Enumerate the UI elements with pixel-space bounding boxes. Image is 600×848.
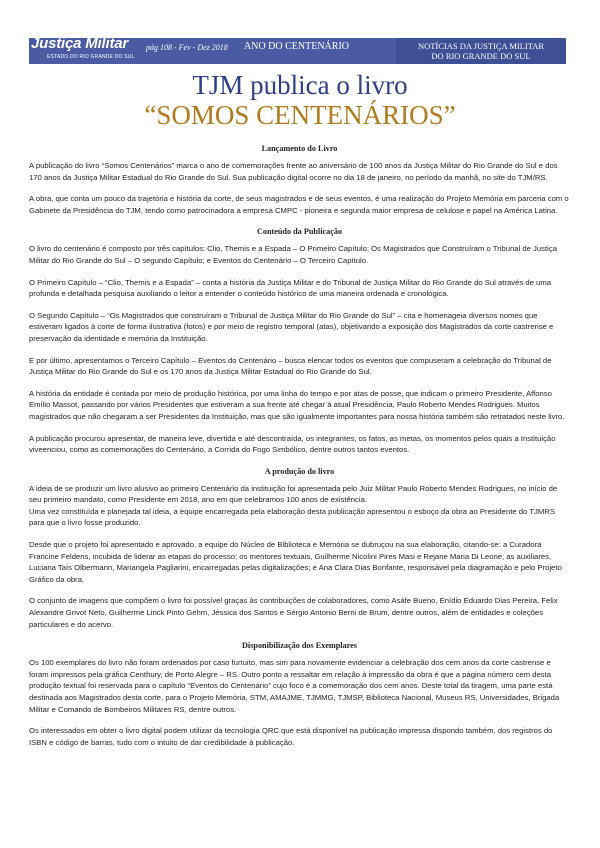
section-label: ANO DO CENTENÁRIO: [244, 41, 349, 52]
publication-name-line2: DO RIO GRANDE DO SUL: [431, 51, 531, 61]
paragraph: O Segundo Capítulo – “Os Magistrados que construíram o Tribunal de Justiça Militar do Rio Grande do Sul” – cita e homenageia diversos nomes que estiveram ligados à corte de forma ilustrativa (fotos) e por meio de registro temporal (atas), objetivando a exposição dos Magistrados da corte castrense e preservação da identidade e memória da Instituição.: [29, 310, 554, 343]
paragraph: O livro do centenário é composto por três capítulos: Clio, Themis e a Espada – O Primeiro Capítulo; Os Magistrados que Construíram o Tribunal de Justiça Militar do Rio Grande do Sul – O segundo Capítulo; e Eventos do Centenário – O Terceiro Capítulo.: [29, 244, 557, 265]
headline-line2: “SOMOS CENTENÁRIOS”: [144, 100, 456, 130]
section-heading-availability: Disponibilização dos Exemplares: [242, 641, 357, 651]
logo-title: Justiça Militar: [31, 35, 129, 52]
page-header: [0, 0, 600, 65]
paragraph: O Primeiro Capítulo – “Clio, Themis e a Espada” – conta a história da Justiça Militar e do Tribunal de Justiça Militar do Rio Grande do Sul através de uma profunda e detalhada pesquisa auxiliando o leitor a entender o conteúdo histórico de uma maneira ordenada e cronológica.: [29, 277, 551, 299]
header-publication-name: [396, 41, 566, 61]
paragraph: E por último, apresentamos o Terceiro Capítulo – Eventos do Centenário – busca elencar todos os eventos que compuseram a celebração do Tribunal de Justiça Militar do Rio Grande do Sul e os 170 anos da Justiça Militar Estadual do Rio Grande do Sul.: [29, 355, 552, 377]
paragraph: Desde que o projeto foi apresentado e aprovado, a equipe do Núcleo de Biblioteca e Memória se dubruçou na sua elaboração, citando-se: a Curadora Francine Feldens, incubida de liderar as etapas do processo; os mentores textuais, Guilherme Nicolini Pires Masi e Rejane Maria Di Leone; as auxiliares, Luciana Taís Olbermann, Mariangela Pagliarini, encarregadas pelas digitalizações; e Ana Clara Dias Bonfante, responsável pela diagramação e pelo Projeto Gráfico da obra.: [29, 540, 562, 584]
publication-name-line1: NOTÍCIAS DA JUSTIÇA MILITAR: [417, 41, 545, 51]
paragraph: Os interessados em obter o livro digital podem utilizar da tecnologia QRC que está disponível na publicação impressa dispondo também, dos registros do ISBN e código de barras, tudo com o intuito de dar credibilidade à publicação.: [29, 726, 553, 747]
section-heading-production: A produção do livro: [264, 466, 335, 476]
paragraph: A obra, que conta um pouco da trajetória e história da corte, de seus magistrados e de seus eventos, é uma realização do Projeto Memória em parceria com o Gabinete da Presidência do TJM, tendo como patrocinadora a empresa CMPC - pioneira e segunda maior empresa de celulose e papel na América Latina.: [29, 194, 569, 215]
logo: [31, 35, 141, 67]
paragraph: O conjunto de imagens que compõem o livro foi possível graças às contribuições de colaboradores, como Asáfe Bueno, Enídio Eduardo Dias Pereira, Felix Alexandre Grivot Neto, Guilherme Linck Pinto Gehm, Jéssica dos Santos e Sérgio Antonio Berni de Brum, dentre outros, além de entidades e coleções particulares e do acervo.: [29, 596, 558, 629]
paragraph: A publicação do livro “Somos Centenários” marca o ano de comemorações frente ao aniversário de 100 anos da Justiça Militar do Rio Grande do Sul e dos 170 anos da Justiça Militar Estadual do Rio Grande do Sul. Sua publicação digital ocorre no dia 18 de janeiro, no período da manhã, no site do TJM/RS.: [29, 161, 558, 182]
section-heading-launch: Lançamento do Livro: [261, 144, 338, 153]
issue-info: pág 108 - Fev - Dez 2018: [146, 43, 228, 52]
paragraph: A ideia de se produzir um livro alusivo ao primeiro Centenário da instituição foi apresentada pelo Juiz Militar Paulo Roberto Mendes Rodrigues, no início de seu primeiro mandato, como Presidente em 2018, ano em que celebramos 100 anos de existência.: [29, 483, 558, 505]
paragraph: A publicação procurou apresentar, de maneira leve, divertida e até descontraída, os integrantes, os fatos, as metas, os momentos pelos quais a Instituição viveenciou, como as comemorações do Centenário, a Corrida do Fogo Simbólico, dentre outros tantos eventos.: [29, 433, 556, 455]
paragraph: Os 100 exemplares do livro não foram ordenados por caso furtuito, mas sim para novamente evidenciar a celebração dos cem anos da corte castrense e foram impressos pela gráfica Centhury, de Porto Alegre – RS. Outro ponto a ressaltar em relação à impressão da obra é que a página número cem desta produção textual foi reservada para o capítulo “Eventos do Centenário” cujo foco é a comemoração dos cem anos. Deste total da tiragem, uma parte está destinada aos Magistrados desta corte, para o Projeto Memória, STM, AMAJME, TJMMG, TJMSP, Biblioteca Nacional, Museus RS, Universidades, Brigada Militar e Comando de Bombeiros Militares RS, dentre outros.: [29, 658, 560, 714]
paragraph: Uma vez constituída e planejada tal ideia, a equipe encarregada pela elaboração desta publicação apresentou o esboço da obra ao Presidente do TJMRS para que o livro fosse produzido.: [29, 506, 555, 528]
paragraph: A história da entidade é contada por meio de produção histórica, por uma linha do tempo e por atas de posse, que indicam o primeiro Presidente, Affonso Emílio Massot, passando por vários Presidentes que estiveram a sua frente até chegar à atual Presidência, Paulo Roberto Mendes Rodrigues. Muitos magistrados que não chegaram a ser Presidentes da Instituição, mas que são igualmente importantes para nossa história também são retratados neste livro.: [29, 388, 565, 421]
article-body: [29, 143, 570, 758]
logo-subtitle: ESTADO DO RIO GRANDE DO SUL: [47, 54, 135, 60]
section-heading-content: Conteúdo da Publicação: [256, 227, 343, 237]
headline-line1: TJM publica o livro: [192, 70, 408, 100]
